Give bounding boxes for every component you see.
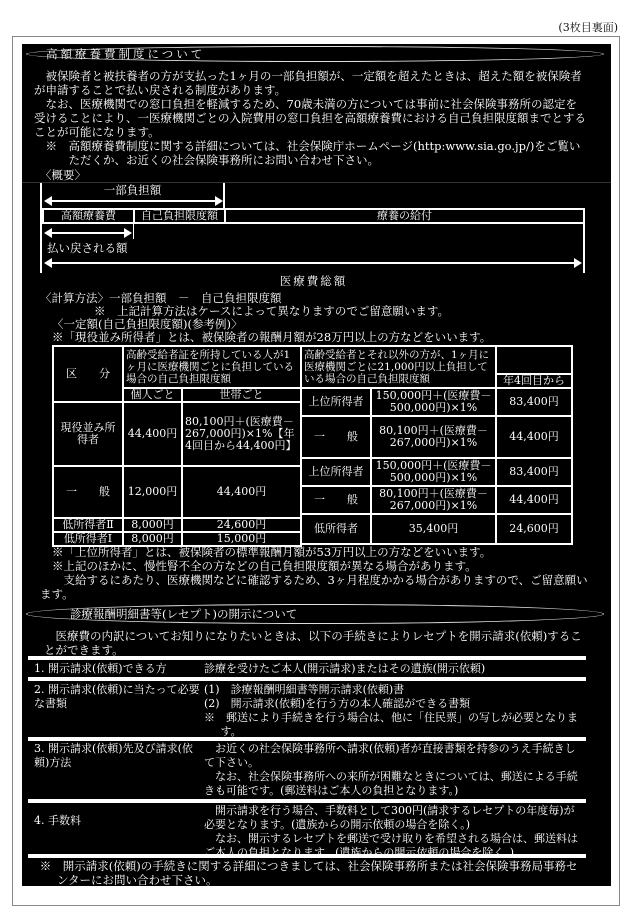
row-individual: 8,000円 — [124, 533, 181, 545]
procedure-label: 3. 開示請求(依頼)先及び請求(依頼)方法 — [34, 742, 193, 769]
procedure-body — [204, 662, 586, 676]
row-fourth: 83,400円 — [497, 389, 571, 415]
receipt-intro: 医療費の内訳についてお知りになりたいときは、以下の手続きによりレセプトを開示請求(依頼)することができます。 — [44, 629, 582, 657]
partial-burden-label: 一部負担額 — [103, 183, 162, 197]
procedure-label: 4. 手数料 — [34, 814, 81, 827]
row-household: 80,100円＋(医療費－267,000円)×1%【年4回目から44,400円】 — [183, 403, 300, 465]
row-individual: 44,400円 — [124, 403, 181, 465]
row-household: 24,600円 — [183, 519, 300, 531]
row-individual: 8,000円 — [124, 519, 181, 531]
row-formula: 80,100円＋(医療費－267,000円)×1% — [372, 487, 495, 513]
row-category: 一 般 — [302, 487, 370, 513]
procedure-line: ※ 郵送により手続きを行う場合は、他に「住民票」の写しが必要となります。 — [204, 711, 578, 738]
procedure-row — [28, 737, 586, 799]
row-formula: 80,100円＋(医療費－267,000円)×1% — [372, 417, 495, 457]
row-category: 一 般 — [54, 467, 122, 517]
row-fourth: 44,400円 — [497, 417, 571, 457]
header-individual: 個人ごと — [124, 389, 181, 401]
receipt-footnote: ※ 開示請求(依頼)の手続きに関する詳細につきましては、社会保険事務所または社会保険事務局事務センターにお問い合わせ下さい。 — [39, 859, 578, 887]
procedure-line: (2) 開示請求(依頼)を行う方の本人確認ができる書類 — [204, 697, 471, 710]
procedure-row — [28, 799, 586, 859]
total-label: 医療費総額 — [279, 274, 348, 288]
procedure-line: お近くの社会保険事務所へ請求(依頼)者が直接書類を持参のうえ手続きして下さい。 — [204, 742, 576, 769]
procedure-row — [28, 677, 586, 737]
procedure-body — [204, 804, 586, 859]
header-group: 高齢受給者証を所持している人が1ヶ月に医療機関ごとに負担している場合の自己負担限度額 — [124, 347, 300, 387]
row-category: 現役並み所得者 — [54, 403, 122, 465]
refund-label: 払い戻される額 — [47, 241, 128, 255]
benefit-cell: 療養の給付 — [377, 209, 432, 222]
header-group: 高齢受給者とそれ以外の方が、1ヶ月に医療機関ごとに21,000円以上負担している場合の自己負担限度額 — [302, 347, 495, 387]
row-category: 上位所得者 — [302, 389, 370, 415]
row-category: 低所得者 — [302, 515, 370, 543]
procedure-label: 2. 開示請求(依頼)に当たって必要な書類 — [34, 683, 200, 710]
section-title: 高額療養費制度について — [46, 47, 206, 61]
footnote: ※上記のほかに、慢性腎不全の方などの自己負担限度額が異なる場合があります。 — [52, 559, 477, 573]
row-fourth: 24,600円 — [497, 515, 571, 543]
row-household: 44,400円 — [183, 467, 300, 517]
paragraph: なお、医療機関での窓口負担を軽減するため、70歳未満の方については事前に社会保険事務所の認定を受けることにより、一医療機関ごとの入院費用の窓口負担を高額療養費における自己負担限度額までとすることが可能になります。 — [34, 97, 586, 139]
row-category: 一 般 — [302, 417, 370, 457]
note: ※ 高額療養費制度に関する詳細については、社会保険庁ホームページ(http:www.sia.go.jp/)をご覧いただくか、お近くの社会保険事務所にお問い合わせ下さい。 — [45, 139, 581, 167]
procedure-body — [204, 742, 586, 799]
procedure-label: 1. 開示請求(依頼)できる方 — [34, 662, 167, 675]
paragraph: 被保険者と被扶養者の方が支払った1ヶ月の一部負担額が、一定額を超えたときは、超えた額を被保険者が申請することで払い戻される制度があります。 — [34, 69, 582, 97]
footnote: 支給するにあたり、医療機関などに確認するため、3ヶ月程度かかる場合がありますので、ご留意願います。 — [40, 573, 588, 601]
row-fourth: 44,400円 — [497, 487, 571, 513]
procedure-divider — [28, 854, 586, 858]
procedure-line: なお、開示するレセプトを郵送で受け取りを希望される場合は、郵送料はご本人の負担となります。(遺族からの開示依頼の場合を除く。) — [204, 832, 578, 859]
refund-arrow — [46, 232, 130, 234]
procedure-line: (1) 診療報酬明細書等開示請求(依頼)書 — [204, 683, 405, 696]
diagram-right-edge — [583, 208, 585, 273]
calc-note: ※ 上記計算方法はケースによって異なりますのでご留意願います。 — [94, 304, 450, 318]
total-arrow — [46, 262, 580, 264]
self-limit-cell: 自己負担限度額 — [135, 210, 226, 222]
procedure-row — [28, 656, 586, 676]
row-fourth: 83,400円 — [497, 459, 571, 485]
diagram-bar — [42, 208, 585, 224]
row-formula: 150,000円＋(医療費－500,000円)×1% — [372, 459, 495, 485]
limit-table-general — [300, 345, 573, 545]
overview-label: 〈概要〉 — [40, 168, 86, 182]
intro-text — [34, 69, 586, 167]
header-fourth: 年4回目から — [497, 375, 571, 387]
row-category: 低所得者Ⅱ — [54, 519, 122, 531]
row-formula: 35,400円 — [372, 515, 495, 543]
refund-edge — [133, 224, 134, 239]
fixed-amount-label: 〈一定額(自己負担限度額)(参考例)〉 — [52, 317, 243, 331]
high-cost-cell: 高額療養費 — [44, 210, 135, 222]
procedure-line: 開示請求を行う場合、手数料として300円(請求するレセプトの年度毎)が必要となります。(遺族からの開示依頼の場合を除く。) — [204, 804, 575, 831]
header-household: 世帯ごと — [183, 389, 300, 401]
active-income-note: ※「現役並み所得者」とは、被保険者の報酬月額が28万円以上の方などをいいます。 — [52, 330, 492, 344]
row-category: 低所得者Ⅰ — [54, 533, 122, 545]
row-category: 上位所得者 — [302, 459, 370, 485]
row-formula: 150,000円＋(医療費－500,000円)×1% — [372, 389, 495, 415]
table-footnotes — [40, 545, 588, 601]
row-individual: 12,000円 — [124, 467, 181, 517]
header-category: 区 分 — [54, 347, 122, 401]
procedure-line: なお、社会保険事務所への来所が困難なときについては、郵送による手続きも可能です。(郵送料はご本人の負担となります。) — [204, 770, 578, 797]
procedure-body — [204, 683, 586, 737]
calc-method: 〈計算方法〉一部負担額 － 自己負担限度額 — [40, 291, 282, 305]
row-household: 15,000円 — [183, 533, 300, 545]
partial-burden-arrow — [46, 200, 221, 202]
header-blank — [497, 347, 571, 373]
section-title: 診療報酬明細書等(レセプト)の開示について — [70, 607, 298, 621]
limit-table-elderly — [52, 345, 302, 547]
procedure-line: 診療を受けたご本人(開示請求)またはその遺族(開示依頼) — [204, 662, 486, 675]
footnote: ※「上位所得者」とは、被保険者の標準報酬月額が53万円以上の方などをいいます。 — [52, 545, 492, 559]
page-label: (3枚目裏面) — [558, 21, 618, 34]
